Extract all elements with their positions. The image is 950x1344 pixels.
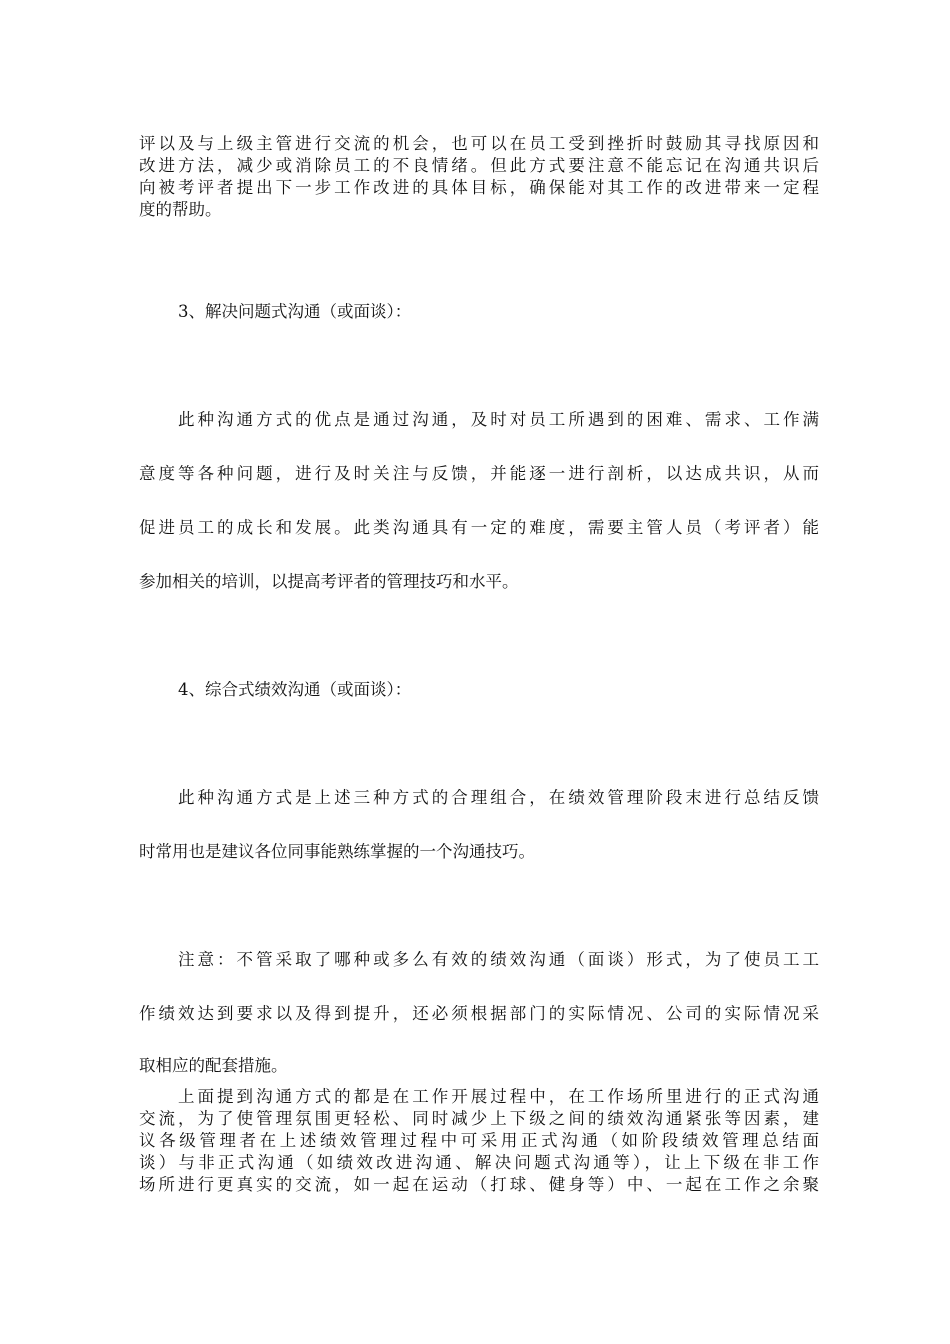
paragraph-line: 作绩效达到要求以及得到提升，还必须根据部门的实际情况、公司的实际情况采 — [139, 1004, 819, 1023]
paragraph-line: 谈）与非正式沟通（如绩效改进沟通、解决问题式沟通等），让上下级在非工作 — [139, 1153, 819, 1172]
paragraph-line: 场所进行更真实的交流，如一起在运动（打球、健身等）中、一起在工作之余聚 — [139, 1175, 819, 1194]
paragraph-line: 参加相关的培训，以提高考评者的管理技巧和水平。 — [139, 572, 519, 591]
paragraph-line: 交流，为了使管理氛围更轻松、同时减少上下级之间的绩效沟通紧张等因素，建 — [139, 1109, 819, 1128]
paragraph-line: 议各级管理者在上述绩效管理过程中可采用正式沟通（如阶段绩效管理总结面 — [139, 1131, 819, 1150]
paragraph-line: 促进员工的成长和发展。此类沟通具有一定的难度，需要主管人员（考评者）能 — [139, 518, 819, 537]
section-heading-4: 4、综合式绩效沟通（或面谈）： — [178, 680, 412, 699]
paragraph-line: 评以及与上级主管进行交流的机会，也可以在员工受到挫折时鼓励其寻找原因和 — [139, 134, 819, 153]
paragraph-line: 度的帮助。 — [139, 200, 222, 219]
section-heading-3: 3、解决问题式沟通（或面谈）： — [178, 302, 412, 321]
paragraph-line: 此种沟通方式的优点是通过沟通，及时对员工所遇到的困难、需求、工作满 — [178, 410, 819, 429]
paragraph-line: 意度等各种问题，进行及时关注与反馈，并能逐一进行剖析，以达成共识，从而 — [139, 464, 819, 483]
paragraph-line: 改进方法，减少或消除员工的不良情绪。但此方式要注意不能忘记在沟通共识后 — [139, 156, 819, 175]
paragraph-line: 上面提到沟通方式的都是在工作开展过程中，在工作场所里进行的正式沟通 — [178, 1087, 819, 1106]
paragraph-line: 注意：不管采取了哪种或多么有效的绩效沟通（面谈）形式，为了使员工工 — [178, 950, 819, 969]
paragraph-line: 向被考评者提出下一步工作改进的具体目标，确保能对其工作的改进带来一定程 — [139, 178, 819, 197]
paragraph-line: 此种沟通方式是上述三种方式的合理组合，在绩效管理阶段末进行总结反馈 — [178, 788, 819, 807]
paragraph-line: 取相应的配套措施。 — [139, 1056, 288, 1075]
paragraph-line: 时常用也是建议各位同事能熟练掌握的一个沟通技巧。 — [139, 842, 535, 861]
